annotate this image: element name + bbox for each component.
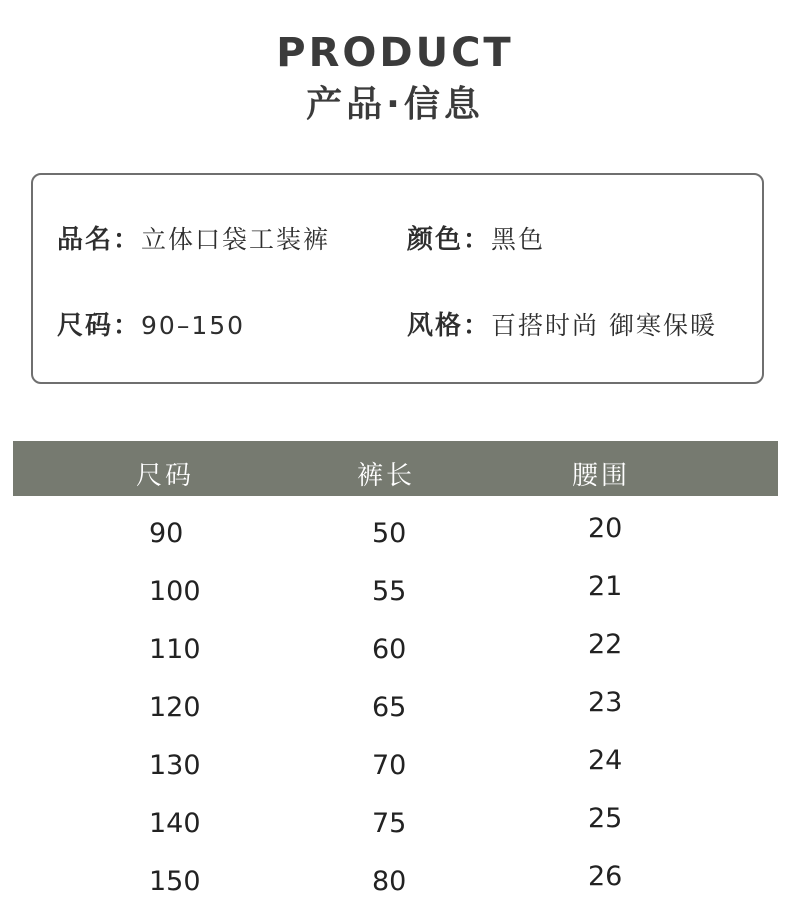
table-row [0, 513, 790, 558]
cell-length: 80 [372, 866, 407, 897]
style-field [407, 305, 717, 342]
cell-length: 60 [372, 634, 407, 665]
table-row [0, 571, 790, 616]
cell-waist: 24 [588, 745, 623, 776]
cell-size: 110 [149, 634, 201, 665]
cell-size: 150 [149, 866, 201, 897]
cell-length: 70 [372, 750, 407, 781]
cell-size: 130 [149, 750, 201, 781]
table-row [0, 803, 790, 848]
size-table-header [13, 441, 778, 496]
table-row [0, 745, 790, 790]
title-chinese: 产品·信息 [306, 84, 484, 125]
cell-length: 75 [372, 808, 407, 839]
cell-size: 90 [149, 518, 184, 549]
cell-waist: 23 [588, 687, 623, 718]
product-name-label: 品名： [57, 225, 142, 255]
color-value: 黑色 [491, 225, 546, 254]
table-row [0, 629, 790, 674]
cell-waist: 26 [588, 861, 623, 892]
style-label: 风格： [407, 311, 492, 341]
style-value: 百搭时尚 御寒保暖 [491, 311, 717, 340]
cell-length: 55 [372, 576, 407, 607]
cell-size: 120 [149, 692, 201, 723]
size-label: 尺码： [57, 311, 142, 341]
product-info-box [31, 173, 764, 384]
size-field [57, 305, 245, 342]
cell-length: 50 [372, 518, 407, 549]
product-name-field [57, 219, 330, 256]
size-value: 90–150 [141, 311, 246, 340]
cell-size: 100 [149, 576, 201, 607]
column-header-waist: 腰围 [572, 461, 631, 491]
cell-size: 140 [149, 808, 201, 839]
cell-length: 65 [372, 692, 407, 723]
cell-waist: 20 [588, 513, 623, 544]
table-row [0, 861, 790, 906]
color-label: 颜色： [407, 225, 492, 255]
title-english: PRODUCT [276, 30, 514, 76]
product-name-value: 立体口袋工装裤 [141, 225, 331, 254]
cell-waist: 25 [588, 803, 623, 834]
cell-waist: 21 [588, 571, 623, 602]
cell-waist: 22 [588, 629, 623, 660]
table-row [0, 687, 790, 732]
column-header-length: 裤长 [357, 461, 416, 491]
color-field [407, 219, 545, 256]
column-header-size: 尺码 [136, 461, 195, 491]
